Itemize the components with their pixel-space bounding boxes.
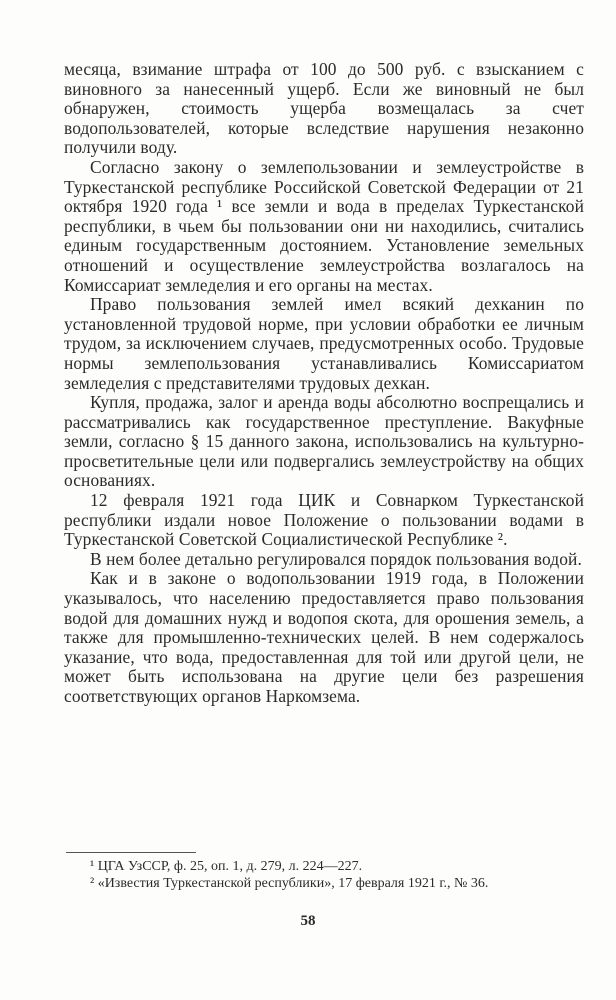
paragraph: Согласно закону о землепользовании и землеустройстве в Туркестанской республике Российской Советской Федерации от 21 октября 1920 года ¹ все земли и вода в пределах Туркестанской республики, в чьем бы пользовании они ни находились, считались единым государственным достоянием. Установление земельных отношений и осуществление землеустройства возлагалось на Комиссариат земледелия и его органы на местах.: [64, 156, 584, 295]
page-number: 58: [300, 913, 316, 929]
main-text: [64, 60, 584, 707]
paragraph: Право пользования землей имел всякий дехканин по установленной трудовой норме, при условии обработки ее личным трудом, за исключением случаев, предусмотренных особо. Трудовые нормы землепользования устанавливались Комиссариатом земледелия с представителями трудовых дехкан.: [64, 294, 584, 393]
paragraph: 12 февраля 1921 года ЦИК и Совнарком Туркестанской республики издали новое Положение о пользовании водами в Туркестанской Советской Социалистической Республике ².: [64, 490, 584, 550]
paragraph: месяца, взимание штрафа от 100 до 500 руб. с взысканием с виновного за нанесенный ущерб. Если же виновный не был обнаружен, стоимость ущерба возмещалась за счет водопользователей, которые вследствие нарушения незаконно получили воду.: [64, 59, 584, 158]
footnote-2: ² «Известия Туркестанской республики», 17 февраля 1921 г., № 36.: [90, 876, 489, 891]
footnote-divider: [66, 852, 196, 853]
paragraph: Как и в законе о водопользовании 1919 года, в Положении указывалось, что населению предоставляется право пользования водой для домашних нужд и водопоя скота, для орошения земель, а также для промышленно-технических целей. В нем содержалось указание, что вода, предоставленная для той или другой цели, не может быть использована на другие цели без разрешения соответствующих органов Наркомзема.: [64, 568, 584, 706]
paragraph: Купля, продажа, залог и аренда воды абсолютно воспрещались и рассматривались как государственное преступление. Вакуфные земли, согласно § 15 данного закона, использовались на культурно-просветительные цели или подвергались землеустройству на общих основаниях.: [64, 392, 584, 491]
footnote-1: ¹ ЦГА УзССР, ф. 25, оп. 1, д. 279, л. 224—227.: [90, 859, 363, 874]
paragraph: В нем более детально регулировался порядок пользования водой.: [90, 548, 582, 569]
footnotes: [64, 858, 584, 892]
